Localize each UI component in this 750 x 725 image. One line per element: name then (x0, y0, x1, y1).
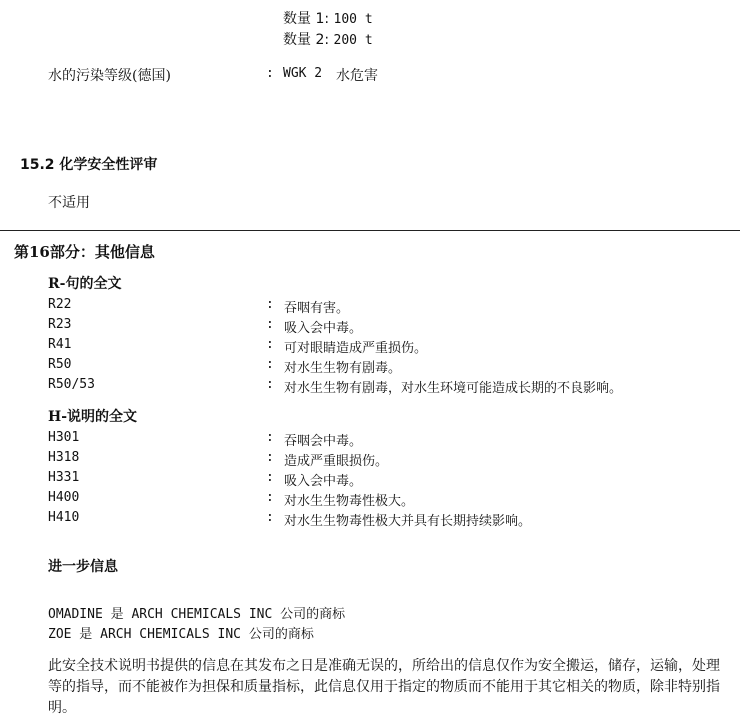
quantity-1-label: 数量 1: (283, 11, 330, 27)
h-statement-code: H318 (48, 450, 80, 465)
r-phrase-code: R50 (48, 357, 72, 372)
quantity-1-value: 100 t (333, 12, 373, 27)
water-hazard-label: 水的污染等级(德国) (48, 68, 171, 84)
quantity-2-label: 数量 2: (283, 32, 330, 48)
h-statement-separator: : (266, 490, 274, 505)
r-phrase-text: 对水生生物有剧毒。 (284, 361, 402, 376)
r-phrase-separator: : (266, 317, 274, 332)
r-phrase-text: 吸入会中毒。 (284, 321, 363, 336)
water-hazard-separator: : (266, 66, 274, 81)
section-15-2-title: 15.2 化学安全性评审 (20, 157, 158, 173)
h-statement-text: 对水生生物毒性极大并具有长期持续影响。 (284, 514, 532, 529)
h-statement-separator: : (266, 510, 274, 525)
quantity-2-row (283, 29, 373, 49)
section-16-title: 第16部分：其他信息 (14, 243, 155, 261)
h-statement-code: H301 (48, 430, 80, 445)
r-phrase-separator: : (266, 297, 274, 312)
h-statement-separator: : (266, 430, 274, 445)
h-statement-text: 对水生生物毒性极大。 (284, 494, 415, 509)
r-phrase-separator: : (266, 337, 274, 352)
r-phrase-separator: : (266, 357, 274, 372)
h-statement-code: H410 (48, 510, 80, 525)
section-15-2-body: 不适用 (48, 195, 90, 211)
h-statement-text: 吞咽会中毒。 (284, 434, 363, 449)
trademark-line: ZOE 是 ARCH CHEMICALS INC 公司的商标 (48, 627, 314, 642)
r-phrase-text: 吞咽有害。 (284, 301, 350, 316)
water-hazard-value: WGK 2 (283, 66, 323, 81)
h-statement-separator: : (266, 470, 274, 485)
section-divider (0, 230, 740, 231)
r-phrase-code: R22 (48, 297, 72, 312)
h-statements-heading: H-说明的全文 (48, 409, 138, 425)
r-phrases-heading: R-句的全文 (48, 276, 122, 292)
h-statement-code: H331 (48, 470, 80, 485)
water-hazard-description: 水危害 (336, 68, 378, 84)
r-phrase-code: R41 (48, 337, 72, 352)
r-phrase-code: R50/53 (48, 377, 95, 392)
r-phrase-code: R23 (48, 317, 72, 332)
trademark-line: OMADINE 是 ARCH CHEMICALS INC 公司的商标 (48, 607, 346, 622)
disclaimer-paragraph: 此安全技术说明书提供的信息在其发布之日是准确无误的，所给出的信息仅作为安全搬运，储存，运输，处理等的指导，而不能被作为担保和质量指标，此信息仅用于指定的物质而不能用于其它相关的物质，除非特别指明。 (48, 658, 720, 716)
quantity-1-row (283, 8, 373, 28)
h-statement-text: 造成严重眼损伤。 (284, 454, 389, 469)
r-phrase-separator: : (266, 377, 274, 392)
quantity-2-value: 200 t (333, 33, 373, 48)
r-phrase-text: 可对眼睛造成严重损伤。 (284, 341, 428, 356)
further-info-heading: 进一步信息 (48, 559, 118, 575)
r-phrase-text: 对水生生物有剧毒，对水生环境可能造成长期的不良影响。 (284, 381, 623, 396)
h-statement-code: H400 (48, 490, 80, 505)
h-statement-text: 吸入会中毒。 (284, 474, 363, 489)
h-statement-separator: : (266, 450, 274, 465)
